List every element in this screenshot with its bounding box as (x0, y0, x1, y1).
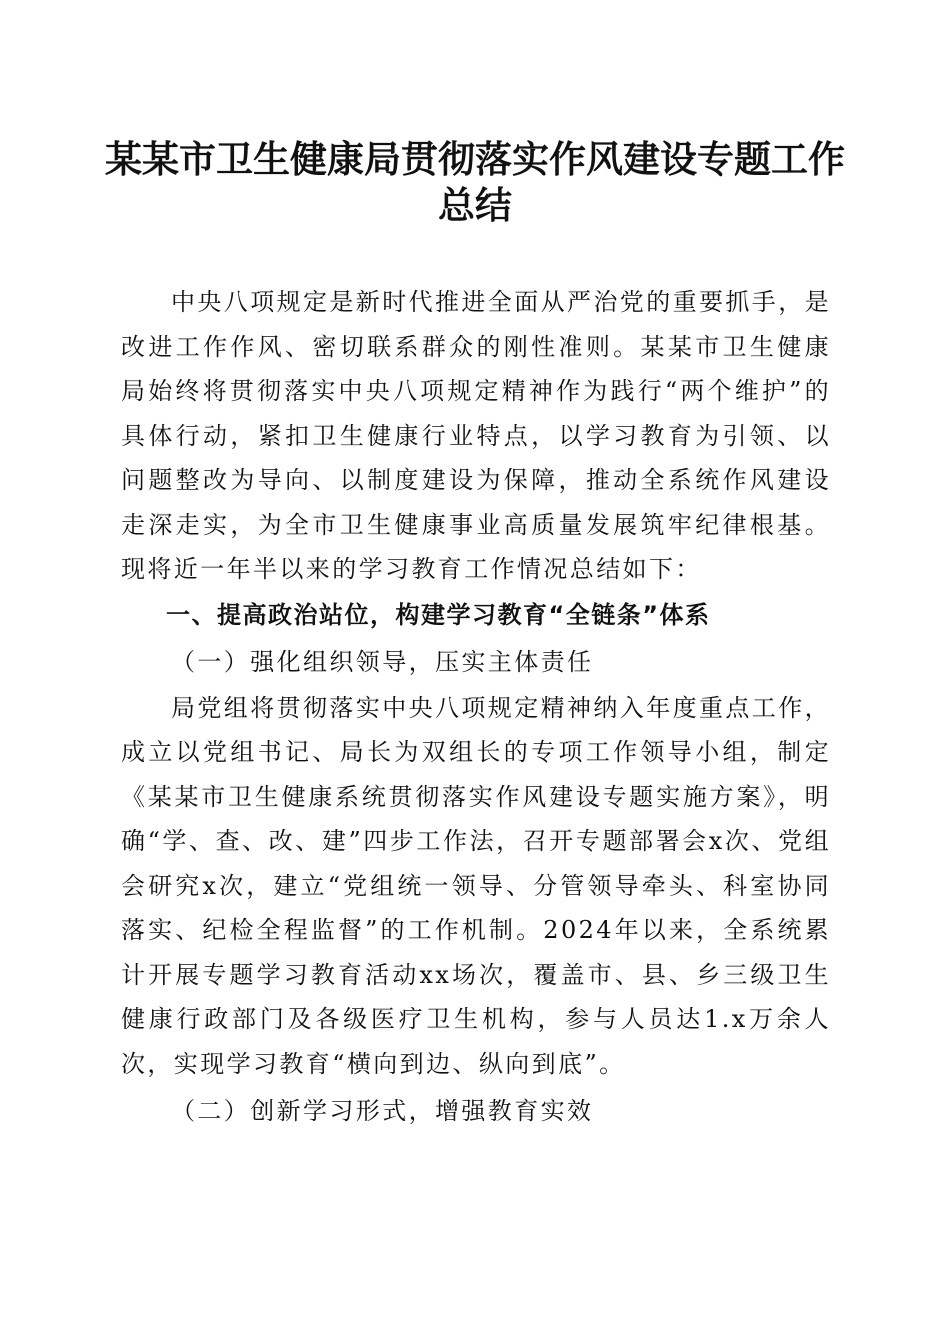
subsection-1-paragraph: 局党组将贯彻落实中央八项规定精神纳入年度重点工作，成立以党组书记、局长为双组长的专项工作领导小组，制定《某某市卫生健康系统贯彻落实作风建设专题实施方案》，明确“学、查、改、建”四步工作法，召开专题部署会x次、党组会研究x次，建立“党组统一领导、分管领导牵头、科室协同落实、纪检全程监督”的工作机制。2024年以来，全系统累计开展专题学习教育活动xx场次，覆盖市、县、乡三级卫生健康行政部门及各级医疗卫生机构，参与人员达1.x万余人次，实现学习教育“横向到边、纵向到底”。 (121, 693, 831, 1078)
document-body (121, 280, 831, 1135)
document-title (100, 136, 850, 228)
title-line-2: 总结 (438, 183, 512, 227)
subsection-1-heading: （一）强化组织领导，压实主体责任 (171, 647, 594, 676)
section-1-heading: 一、提高政治站位，构建学习教育“全链条”体系 (166, 600, 711, 629)
title-line-1: 某某市卫生健康局贯彻落实作风建设专题工作 (105, 137, 845, 181)
subsection-2-heading: （二）创新学习形式，增强教育实效 (171, 1097, 594, 1125)
intro-paragraph: 中央八项规定是新时代推进全面从严治党的重要抓手，是改进工作作风、密切联系群众的刚性准则。某某市卫生健康局始终将贯彻落实中央八项规定精神作为践行“两个维护”的具体行动，紧扣卫生健康行业特点，以学习教育为引领、以问题整改为导向、以制度建设为保障，推动全系统作风建设走深走实，为全市卫生健康事业高质量发展筑牢纪律根基。现将近一年半以来的学习教育工作情况总结如下： (121, 288, 831, 583)
